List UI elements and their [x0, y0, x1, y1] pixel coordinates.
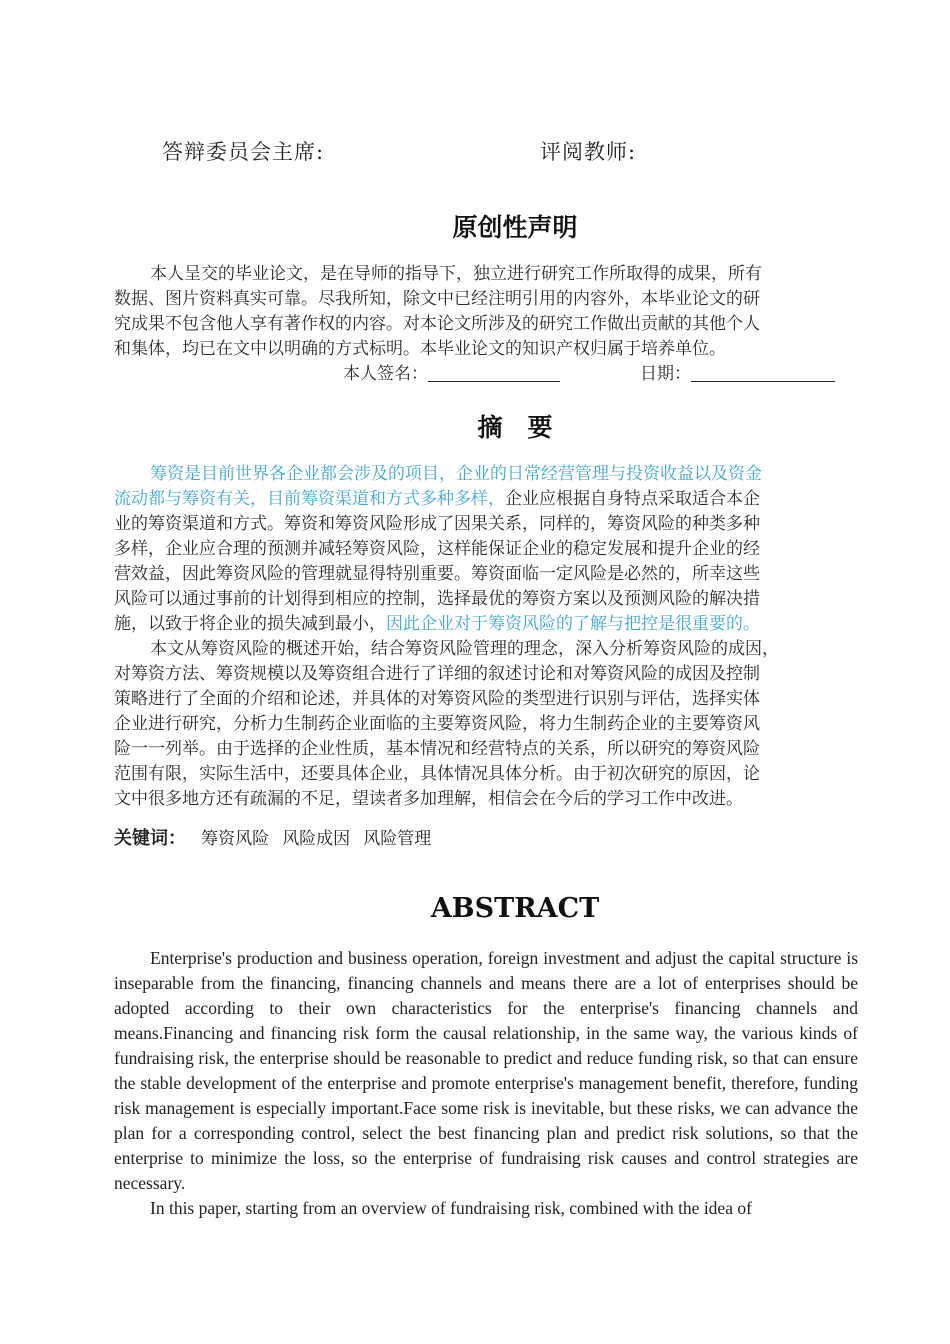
abstract-en-title: ABSTRACT: [430, 893, 600, 924]
originality-line-2: 数据、图片资料真实可靠。尽我所知，除文中已经注明引用的内容外，本毕业论文的研: [114, 289, 760, 309]
abstract-cn-p2-line-7: 文中很多地方还有疏漏的不足，望读者多加理解，相信会在今后的学习工作中改进。: [114, 789, 743, 809]
abstract-en-paragraph-1: Enterprise's production and business operation, foreign investment and adjust the capital structure is inseparable from the financing, financing channels and means there are a lot of enterprises should be adopted according to their own characteristics for the enterprise's financing channels and means.Financing and financing risk form the causal relationship, in the same way, the various kinds of fundraising risk, the enterprise should be reasonable to predict and reduce funding risk, so that can ensure the stable development of the enterprise and promote enterprise's management benefit, therefore, funding risk management is especially important.Face some risk is inevitable, but these risks, we can advance the plan for a corresponding control, select the best financing plan and predict risk solutions, so that the enterprise to minimize the loss, so the enterprise of fundraising risk causes and control strategies are necessary.: [114, 948, 858, 1193]
keyword-2: 风险成因: [282, 829, 351, 849]
abstract-cn-p1-line-7: 施，以致于将企业的损失减到最小，因此企业对于筹资风险的了解与把控是很重要的。: [114, 614, 760, 634]
originality-line-1: 本人呈交的毕业论文，是在导师的指导下，独立进行研究工作所取得的成果，所有: [150, 264, 762, 284]
abstract-cn-p2-line-3: 策略进行了全面的介绍和论述，并具体的对筹资风险的类型进行识别与评估，选择实体: [114, 689, 760, 709]
abstract-cn-p1-line-6: 风险可以通过事前的计划得到相应的控制，选择最优的筹资方案以及预测风险的解决措: [114, 589, 760, 609]
abstract-cn-p2-line-1: 本文从筹资风险的概述开始，结合筹资风险管理的理念，深入分析筹资风险的成因，: [150, 639, 779, 659]
keyword-3: 风险管理: [363, 829, 432, 849]
abstract-cn-p2-line-4: 企业进行研究，分析力生制药企业面临的主要筹资风险，将力生制药企业的主要筹资风: [114, 714, 760, 734]
chair-signature-label: 答辩委员会主席:: [162, 140, 325, 164]
abstract-cn-p1-line-4: 多样，企业应合理的预测并减轻筹资风险，这样能保证企业的稳定发展和提升企业的经: [114, 539, 760, 559]
keywords-row: [114, 824, 431, 850]
abstract-cn-paragraph-2: [114, 637, 884, 812]
keyword-1: 筹资风险: [201, 829, 270, 849]
abstract-cn-p1-line-5: 营效益，因此筹资风险的管理就显得特别重要。筹资面临一定风险是必然的，所幸这些: [114, 564, 760, 584]
self-signature-field: [428, 364, 560, 382]
originality-paragraph: [114, 262, 854, 362]
abstract-cn-p2-line-6: 范围有限，实际生活中，还要具体企业，具体情况具体分析。由于初次研究的原因，论: [114, 764, 760, 784]
keywords-label: 关键词：: [114, 828, 186, 849]
originality-title: 原创性声明: [452, 213, 578, 242]
signature-row: [343, 362, 560, 387]
date-field: [691, 364, 835, 382]
abstract-en-paragraph-2: In this paper, starting from an overview of fundraising risk, combined with the idea of: [150, 1198, 752, 1218]
abstract-cn-p1-line-2: 流动都与筹资有关，目前筹资渠道和方式多种多样，企业应根据自身特点采取适合本企: [114, 489, 760, 509]
abstract-cn-p1-line-1: 筹资是目前世界各企业都会涉及的项目，企业的日常经营管理与投资收益以及资金: [150, 464, 762, 484]
reviewer-signature-label: 评阅教师:: [540, 140, 637, 164]
abstract-cn-paragraph-1: [114, 462, 874, 637]
abstract-cn-p1-line-3: 业的筹资渠道和方式。筹资和筹资风险形成了因果关系，同样的，筹资风险的种类多种: [114, 514, 760, 534]
abstract-cn-p2-line-5: 险一一列举。由于选择的企业性质，基本情况和经营特点的关系，所以研究的筹资风险: [114, 739, 760, 759]
abstract-cn-p2-line-2: 对筹资方法、筹资规模以及筹资组合进行了详细的叙述讨论和对筹资风险的成因及控制: [114, 664, 760, 684]
abstract-cn-title: 摘 要: [477, 413, 553, 442]
date-label: 日期：: [640, 364, 691, 384]
self-signature-label: 本人签名：: [343, 364, 428, 384]
originality-line-4: 和集体，均已在文中以明确的方式标明。本毕业论文的知识产权归属于培养单位。: [114, 339, 726, 359]
originality-line-3: 究成果不包含他人享有著作权的内容。对本论文所涉及的研究工作做出贡献的其他个人: [114, 314, 760, 334]
date-row: [640, 362, 835, 387]
